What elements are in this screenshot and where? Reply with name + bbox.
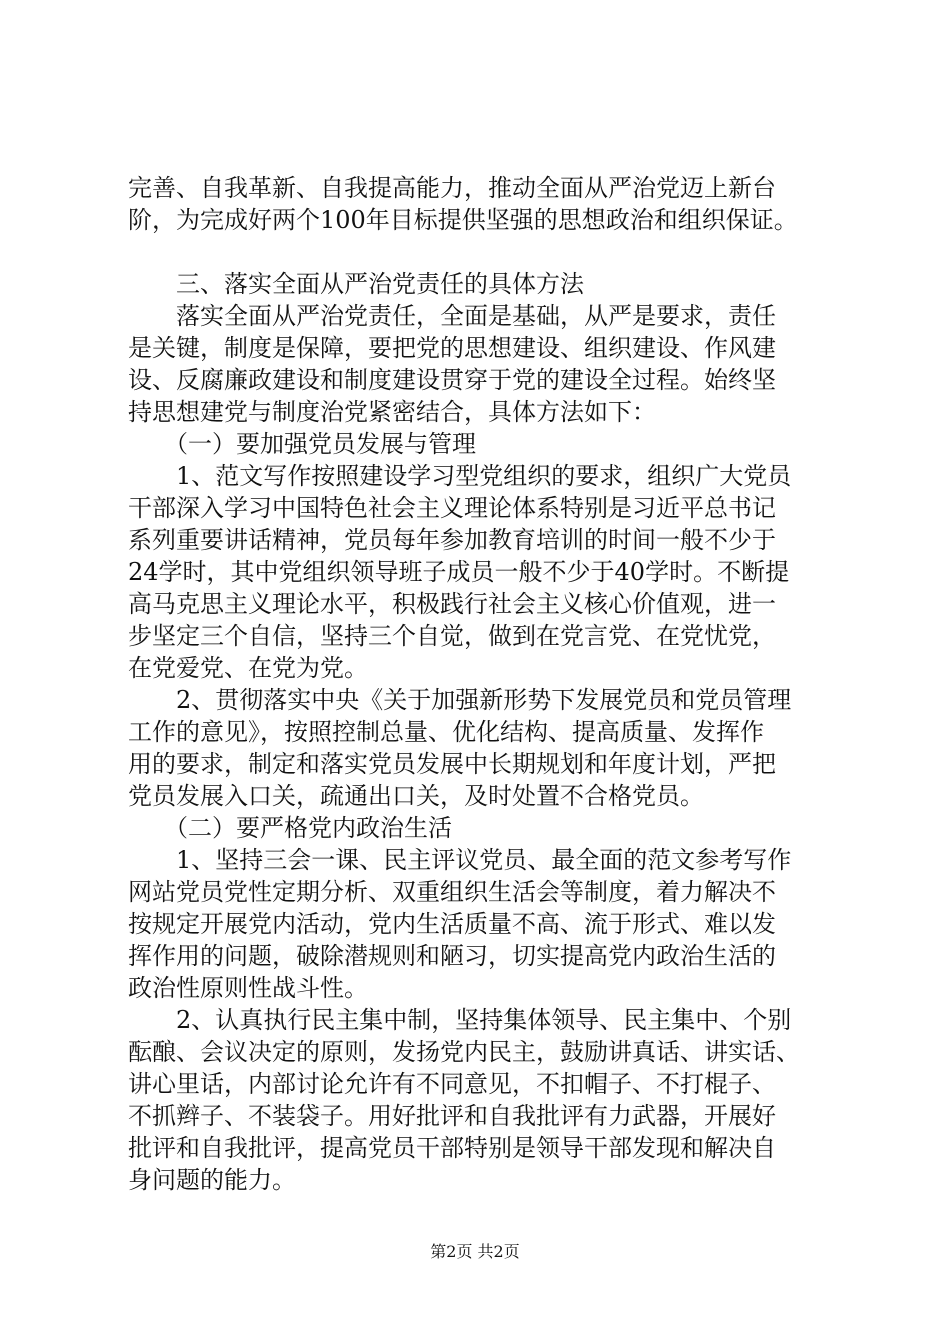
- text-line: （一）要加强党员发展与管理: [128, 430, 476, 458]
- text-line: 系列重要讲话精神，党员每年参加教育培训的时间一般不少于: [128, 526, 776, 554]
- text-line: 2、贯彻落实中央《关于加强新形势下发展党员和党员管理: [128, 686, 792, 714]
- text-line: 是关键，制度是保障，要把党的思想建设、组织建设、作风建: [128, 334, 776, 362]
- text-line: 酝酿、会议决定的原则，发扬党内民主，鼓励讲真话、讲实话、: [128, 1038, 800, 1066]
- text-line: 党员发展入口关，疏通出口关，及时处置不合格党员。: [128, 782, 704, 810]
- page-footer: 第2页 共2页: [430, 1242, 520, 1261]
- text-line: 1、范文写作按照建设学习型党组织的要求，组织广大党员: [128, 462, 792, 490]
- text-line: 工作的意见》，按照控制总量、优化结构、提高质量、发挥作: [128, 718, 764, 746]
- text-line: 干部深入学习中国特色社会主义理论体系特别是习近平总书记: [128, 494, 776, 522]
- text-line: 阶，为完成好两个100年目标提供坚强的思想政治和组织保证。: [128, 206, 798, 234]
- text-line: 身问题的能力。: [128, 1166, 296, 1194]
- text-line: （二）要严格党内政治生活: [128, 814, 452, 842]
- text-line: 持思想建党与制度治党紧密结合，具体方法如下：: [128, 398, 656, 426]
- text-line: 网站党员党性定期分析、双重组织生活会等制度，着力解决不: [128, 878, 776, 906]
- text-line: 讲心里话，内部讨论允许有不同意见，不扣帽子、不打棍子、: [128, 1070, 776, 1098]
- paragraph-gap: [128, 236, 838, 268]
- text-line: 批评和自我批评，提高党员干部特别是领导干部发现和解决自: [128, 1134, 776, 1162]
- text-line: 三、落实全面从严治党责任的具体方法: [128, 270, 584, 298]
- text-line: 按规定开展党内活动，党内生活质量不高、流于形式、难以发: [128, 910, 776, 938]
- text-line: 高马克思主义理论水平，积极践行社会主义核心价值观，进一: [128, 590, 776, 618]
- text-line: 设、反腐廉政建设和制度建设贯穿于党的建设全过程。始终坚: [128, 366, 776, 394]
- text-line: 完善、自我革新、自我提高能力，推动全面从严治党迈上新台: [128, 174, 776, 202]
- text-line: 2、认真执行民主集中制，坚持集体领导、民主集中、个别: [128, 1006, 792, 1034]
- text-line: 不抓辫子、不装袋子。用好批评和自我批评有力武器，开展好: [128, 1102, 776, 1130]
- text-line: 步坚定三个自信，坚持三个自觉，做到在党言党、在党忧党，: [128, 622, 776, 650]
- text-line: 政治性原则性战斗性。: [128, 974, 368, 1002]
- text-line: 24学时，其中党组织领导班子成员一般不少于40学时。不断提: [128, 558, 790, 586]
- text-line: 落实全面从严治党责任，全面是基础，从严是要求，责任: [128, 302, 776, 330]
- document-body: [128, 172, 838, 1196]
- text-line: 1、坚持三会一课、民主评议党员、最全面的范文参考写作: [128, 846, 792, 874]
- text-line: 挥作用的问题，破除潜规则和陋习，切实提高党内政治生活的: [128, 942, 776, 970]
- text-line: 用的要求，制定和落实党员发展中长期规划和年度计划，严把: [128, 750, 776, 778]
- text-line: 在党爱党、在党为党。: [128, 654, 368, 682]
